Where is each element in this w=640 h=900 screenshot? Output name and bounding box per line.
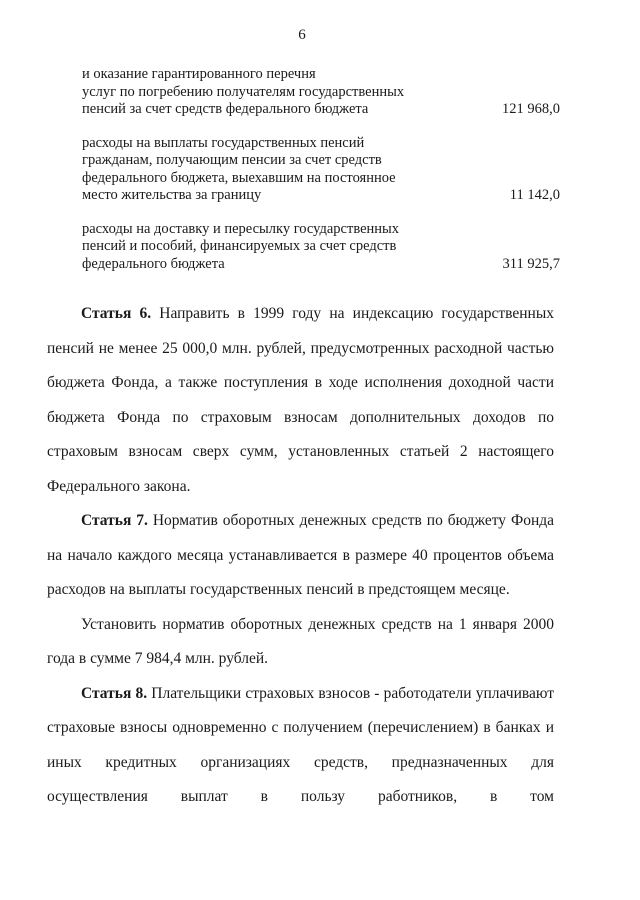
article-7-label: Статья 7. <box>81 512 148 529</box>
budget-item <box>82 135 560 205</box>
budget-item <box>82 221 560 274</box>
article-6-paragraph <box>47 297 554 504</box>
article-6-label: Статья 6. <box>81 305 152 322</box>
article-7-paragraph <box>47 504 554 608</box>
budget-item-amount: 121 968,0 <box>502 101 560 117</box>
article-body <box>47 297 554 815</box>
page-number: 6 <box>298 27 306 43</box>
budget-item-amount: 311 925,7 <box>502 255 560 272</box>
article-7-paragraph-2: Установить норматив оборотных денежных средств на 1 января 2000 года в сумме 7 984,4 млн. рублей. <box>47 615 554 667</box>
budget-item <box>82 66 560 119</box>
article-7-text: Норматив оборотных денежных средств по бюджету Фонда на начало каждого месяца устанавливается в размере 40 процентов объема расходов на выплаты государственных пенсий в предстоящем месяце. <box>47 512 555 598</box>
article-8-label: Статья 8. <box>81 684 148 702</box>
budget-item-amount: 11 142,0 <box>509 187 560 203</box>
article-8-text: Плательщики страховых взносов - работодатели уплачивают страховые взносы одновременно с получением (перечислением) в банках и иных кредитных организациях средств, предназначенных для осуществления выплат в пользу работников, в том <box>47 684 555 805</box>
budget-item-description: расходы на выплаты государственных пенсий гражданам, получающим пенсии за счет средств федерального бюджета, выехавшим на постоянное место жительства за границу <box>82 134 396 203</box>
article-6-text: Направить в 1999 году на индексацию государственных пенсий не менее 25 000,0 млн. рублей, предусмотренных расходной частью бюджета Фонда, а также поступления в ходе исполнения доходной части бюджета Фонда по страховым взносам дополнительных доходов по страховым взносам сверх сумм, установленных статьей 2 настоящего Федерального закона. <box>47 305 555 495</box>
article-8-paragraph <box>47 677 554 815</box>
budget-item-description: расходы на доставку и пересылку государственных пенсий и пособий, финансируемых за счет средств федерального бюджета <box>82 220 400 272</box>
budget-item-description: и оказание гарантированного перечня услуг по погребению получателям государственных пенсий за счет средств федерального бюджета <box>82 66 405 117</box>
budget-items-list <box>82 66 560 273</box>
